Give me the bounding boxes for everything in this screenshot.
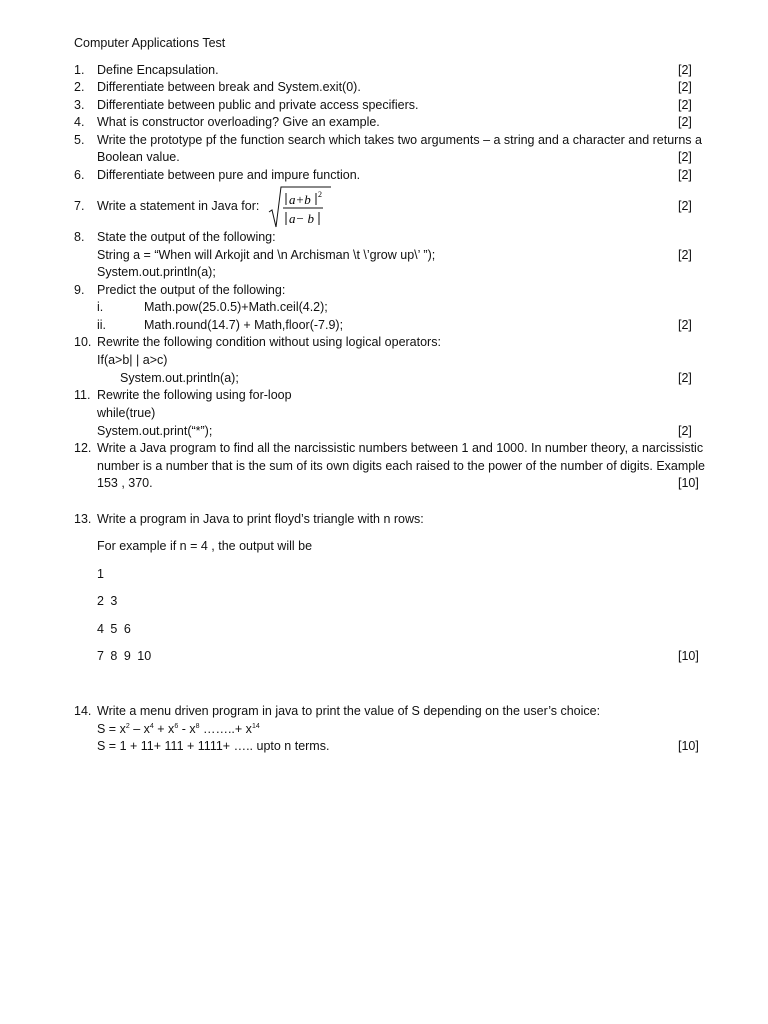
code-line: System.out.println(a);	[97, 265, 216, 279]
formula-exponent: 2	[318, 190, 322, 199]
question-number: 7.	[74, 199, 85, 213]
question-number: 8.	[74, 230, 85, 244]
question-marks: [2]	[678, 80, 692, 94]
sqrt-formula	[268, 185, 332, 235]
question-number: 4.	[74, 115, 85, 129]
code-line: String a = “When will Arkojit and \n Archisman \t \’grow up\’ ”);	[97, 248, 436, 262]
question-number: 2.	[74, 80, 85, 94]
code-line: System.out.println(a);	[120, 371, 239, 385]
sub-number: ii.	[97, 318, 107, 332]
code-line: System.out.print(“*”);	[97, 424, 213, 438]
question-text: Write a Java program to find all the narcissistic numbers between 1 and 1000. In number theory, a narcissistic	[97, 441, 704, 455]
series-formula: S = 1 + 11+ 111 + 1111+ ….. upto n terms.	[97, 739, 330, 753]
question-marks: [2]	[678, 371, 692, 385]
question-text: number is a number that is the sum of its own digits each raised to the power of the number of digits. Example	[97, 459, 705, 473]
question-text: 153 , 370.	[97, 476, 153, 490]
question-text: Rewrite the following condition without using logical operators:	[97, 335, 441, 349]
formula-numerator: a+b	[289, 192, 311, 207]
question-text: Rewrite the following using for-loop	[97, 388, 292, 402]
triangle-row: 4 5 6	[97, 622, 131, 636]
question-text: Differentiate between break and System.exit(0).	[97, 80, 361, 94]
question-marks: [10]	[678, 476, 699, 490]
question-text: Write the prototype pf the function search which takes two arguments – a string and a character and returns a	[97, 133, 702, 147]
question-text: Predict the output of the following:	[97, 283, 286, 297]
question-marks: [2]	[678, 150, 692, 164]
question-text: Define Encapsulation.	[97, 63, 219, 77]
question-marks: [2]	[678, 424, 692, 438]
question-marks: [2]	[678, 115, 692, 129]
question-text: Write a statement in Java for:	[97, 199, 260, 213]
question-marks: [2]	[678, 168, 692, 182]
question-number: 10.	[74, 335, 92, 349]
question-number: 6.	[74, 168, 85, 182]
question-marks: [10]	[678, 739, 699, 753]
question-marks: [2]	[678, 248, 692, 262]
question-text: For example if n = 4 , the output will be	[97, 539, 313, 553]
question-text: Write a program in Java to print floyd’s triangle with n rows:	[97, 512, 424, 526]
question-marks: [2]	[678, 63, 692, 77]
sub-number: i.	[97, 300, 104, 314]
question-marks: [10]	[678, 649, 699, 663]
question-marks: [2]	[678, 98, 692, 112]
question-number: 3.	[74, 98, 85, 112]
question-text: Differentiate between pure and impure function.	[97, 168, 361, 182]
triangle-row: 2 3	[97, 594, 118, 608]
question-marks: [2]	[678, 318, 692, 332]
question-text: State the output of the following:	[97, 230, 276, 244]
question-number: 5.	[74, 133, 85, 147]
question-number: 13.	[74, 512, 92, 526]
question-text: Boolean value.	[97, 150, 180, 164]
question-number: 1.	[74, 63, 85, 77]
question-number: 9.	[74, 283, 85, 297]
question-marks: [2]	[678, 199, 692, 213]
question-text: What is constructor overloading? Give an example.	[97, 115, 380, 129]
code-line: Math.round(14.7) + Math,floor(-7.9);	[144, 318, 344, 332]
series-formula: $S = x^2 - x^4 + x^6 - x^8$ ……..+ $x^{14}$	[97, 722, 260, 736]
question-text: Write a menu driven program in java to print the value of S depending on the user’s choice:	[97, 704, 601, 718]
formula-denominator: a− b	[289, 211, 315, 226]
question-number: 12.	[74, 441, 92, 455]
code-line: If(a>b| | a>c)	[97, 353, 168, 367]
page-title: Computer Applications Test	[74, 36, 226, 50]
triangle-row: 1	[97, 567, 104, 581]
code-line: while(true)	[97, 406, 156, 420]
code-line: Math.pow(25.0.5)+Math.ceil(4.2);	[144, 300, 328, 314]
triangle-row: 7 8 9 10	[97, 649, 152, 663]
question-text: Differentiate between public and private access specifiers.	[97, 98, 419, 112]
question-number: 11.	[74, 388, 91, 402]
question-number: 14.	[74, 704, 92, 718]
